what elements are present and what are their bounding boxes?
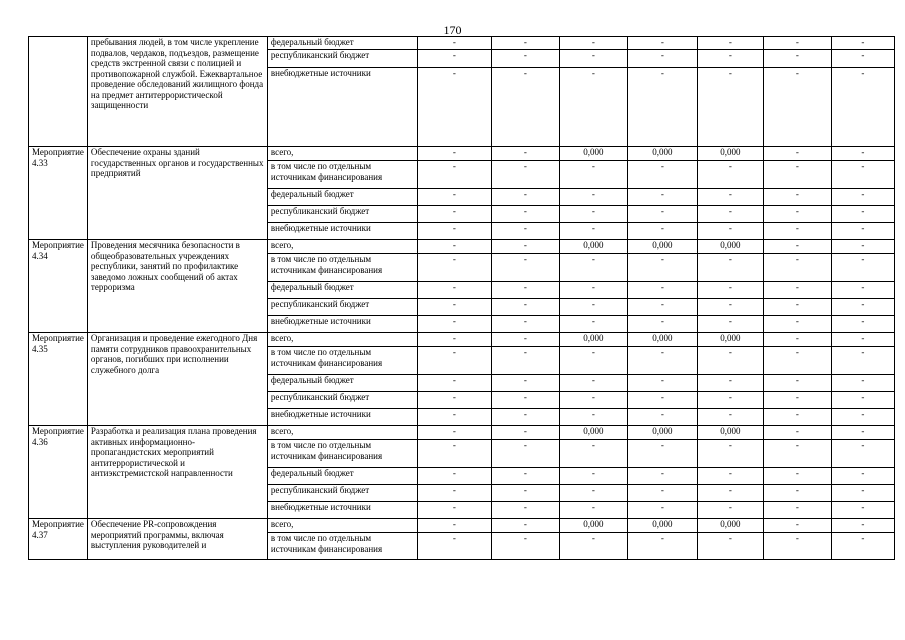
value-cell: - <box>763 347 831 375</box>
value-cell: - <box>491 392 559 409</box>
value-cell: - <box>417 375 491 392</box>
value-cell: - <box>559 37 627 50</box>
value-cell: - <box>831 50 894 68</box>
measure-description: Обеспечение охраны зданий государственных органов и государственных предприятий <box>87 147 267 240</box>
funding-source-label: республиканский бюджет <box>267 392 417 409</box>
value-cell: - <box>627 468 697 485</box>
funding-source-label: федеральный бюджет <box>267 282 417 299</box>
measure-description: Разработка и реализация плана проведения активных информационно-пропагандистских мероприятий антитеррористической и антиэкстремистской направленности <box>87 426 267 519</box>
value-cell: - <box>417 189 491 206</box>
value-cell: - <box>417 299 491 316</box>
value-cell: - <box>559 409 627 426</box>
value-cell: - <box>627 502 697 519</box>
value-cell: - <box>627 485 697 502</box>
value-cell: - <box>831 282 894 299</box>
value-cell: - <box>627 50 697 68</box>
value-cell: - <box>627 254 697 282</box>
value-cell: - <box>491 161 559 189</box>
value-cell: - <box>831 147 894 161</box>
value-cell: - <box>417 502 491 519</box>
value-cell: - <box>559 299 627 316</box>
value-cell: - <box>831 533 894 560</box>
measure-code: Мероприятие 4.37 <box>29 519 88 560</box>
funding-source-label: в том числе по отдельным источникам финансирования <box>267 161 417 189</box>
funding-source-label: внебюджетные источники <box>267 502 417 519</box>
value-cell: - <box>559 223 627 240</box>
funding-source-label: в том числе по отдельным источникам финансирования <box>267 533 417 560</box>
value-cell: - <box>831 240 894 254</box>
funding-source-label: внебюджетные источники <box>267 316 417 333</box>
value-cell: - <box>417 519 491 533</box>
value-cell: - <box>763 254 831 282</box>
value-cell: - <box>417 347 491 375</box>
funding-source-label: в том числе по отдельным источникам финансирования <box>267 347 417 375</box>
value-cell: - <box>697 533 763 560</box>
value-cell: - <box>559 502 627 519</box>
value-cell: - <box>697 254 763 282</box>
table-row <box>29 333 895 347</box>
value-cell: - <box>559 316 627 333</box>
value-cell: - <box>417 37 491 50</box>
measure-description: Проведения месячника безопасности в общеобразовательных учреждениях республики, занятий по профилактике заведомо ложных сообщений об актах терроризма <box>87 240 267 333</box>
value-cell: - <box>627 392 697 409</box>
value-cell: - <box>831 189 894 206</box>
value-cell: - <box>627 409 697 426</box>
value-cell: - <box>831 392 894 409</box>
value-cell: - <box>417 426 491 440</box>
funding-source-label: в том числе по отдельным источникам финансирования <box>267 440 417 468</box>
value-cell: - <box>697 440 763 468</box>
value-cell: - <box>627 347 697 375</box>
value-cell: - <box>417 333 491 347</box>
value-cell: 0,000 <box>697 240 763 254</box>
funding-source-label: республиканский бюджет <box>267 485 417 502</box>
value-cell: 0,000 <box>627 519 697 533</box>
measure-description: Обеспечение PR-сопровождения мероприятий программы, включая выступления руководителей и <box>87 519 267 560</box>
value-cell: - <box>697 392 763 409</box>
funding-source-label: федеральный бюджет <box>267 37 417 50</box>
value-cell: - <box>491 282 559 299</box>
value-cell: - <box>491 206 559 223</box>
value-cell: - <box>559 347 627 375</box>
measure-code: Мероприятие 4.34 <box>29 240 88 333</box>
value-cell: - <box>491 468 559 485</box>
value-cell: - <box>697 68 763 147</box>
value-cell: - <box>831 426 894 440</box>
value-cell: - <box>559 468 627 485</box>
measure-code: Мероприятие 4.35 <box>29 333 88 426</box>
value-cell: - <box>491 485 559 502</box>
funding-source-label: республиканский бюджет <box>267 206 417 223</box>
value-cell: - <box>763 440 831 468</box>
value-cell: - <box>763 375 831 392</box>
funding-source-label: федеральный бюджет <box>267 468 417 485</box>
value-cell: - <box>763 189 831 206</box>
value-cell: - <box>831 223 894 240</box>
value-cell: - <box>491 440 559 468</box>
value-cell: - <box>417 409 491 426</box>
value-cell: - <box>831 375 894 392</box>
measure-description: пребывания людей, в том числе укрепление подвалов, чердаков, подъездов, размещение средств экстренной связи с полицией и противопожарной службой. Ежеквартальное проведение обследований жилищного фонда на предмет антитеррористической защищенности <box>87 37 267 147</box>
funding-source-label: всего, <box>267 426 417 440</box>
value-cell: - <box>627 223 697 240</box>
value-cell: - <box>491 375 559 392</box>
value-cell: - <box>417 223 491 240</box>
value-cell: - <box>697 375 763 392</box>
value-cell: - <box>763 161 831 189</box>
value-cell: - <box>417 161 491 189</box>
value-cell: - <box>491 37 559 50</box>
value-cell: - <box>491 316 559 333</box>
value-cell: - <box>417 206 491 223</box>
funding-source-label: всего, <box>267 147 417 161</box>
value-cell: 0,000 <box>627 147 697 161</box>
value-cell: - <box>763 409 831 426</box>
value-cell: - <box>417 147 491 161</box>
value-cell: - <box>763 502 831 519</box>
value-cell: - <box>559 206 627 223</box>
value-cell: - <box>763 468 831 485</box>
value-cell: - <box>697 485 763 502</box>
value-cell: - <box>627 161 697 189</box>
value-cell: 0,000 <box>559 333 627 347</box>
value-cell: 0,000 <box>627 240 697 254</box>
funding-source-label: внебюджетные источники <box>267 223 417 240</box>
value-cell: - <box>831 333 894 347</box>
value-cell: - <box>831 485 894 502</box>
value-cell: - <box>831 299 894 316</box>
value-cell: - <box>697 502 763 519</box>
value-cell: - <box>491 68 559 147</box>
value-cell: - <box>559 485 627 502</box>
value-cell: - <box>831 316 894 333</box>
value-cell: - <box>559 254 627 282</box>
measure-code: Мероприятие 4.36 <box>29 426 88 519</box>
value-cell: - <box>491 347 559 375</box>
value-cell: - <box>559 68 627 147</box>
value-cell: - <box>417 68 491 147</box>
value-cell: - <box>831 468 894 485</box>
value-cell: - <box>697 282 763 299</box>
value-cell: - <box>559 392 627 409</box>
value-cell: - <box>831 440 894 468</box>
value-cell: - <box>491 223 559 240</box>
value-cell: - <box>763 316 831 333</box>
value-cell: - <box>417 533 491 560</box>
value-cell: - <box>417 316 491 333</box>
value-cell: - <box>697 37 763 50</box>
value-cell: - <box>491 426 559 440</box>
value-cell: - <box>559 282 627 299</box>
value-cell: - <box>697 299 763 316</box>
value-cell: - <box>763 533 831 560</box>
value-cell: - <box>417 50 491 68</box>
value-cell: - <box>559 161 627 189</box>
measure-code: Мероприятие 4.33 <box>29 147 88 240</box>
value-cell: 0,000 <box>559 426 627 440</box>
value-cell: - <box>491 409 559 426</box>
value-cell: - <box>763 333 831 347</box>
measure-code-cell <box>29 37 88 147</box>
value-cell: - <box>763 240 831 254</box>
value-cell: - <box>417 282 491 299</box>
value-cell: - <box>831 161 894 189</box>
funding-source-label: внебюджетные источники <box>267 409 417 426</box>
value-cell: - <box>763 223 831 240</box>
value-cell: - <box>697 347 763 375</box>
funding-source-label: в том числе по отдельным источникам финансирования <box>267 254 417 282</box>
table-body <box>29 37 895 560</box>
value-cell: - <box>491 519 559 533</box>
value-cell: 0,000 <box>627 333 697 347</box>
value-cell: - <box>559 440 627 468</box>
value-cell: - <box>559 189 627 206</box>
value-cell: - <box>831 254 894 282</box>
value-cell: - <box>417 485 491 502</box>
funding-table <box>28 36 895 560</box>
value-cell: - <box>627 206 697 223</box>
value-cell: - <box>763 50 831 68</box>
value-cell: - <box>627 299 697 316</box>
value-cell: - <box>417 392 491 409</box>
value-cell: - <box>491 50 559 68</box>
table-row <box>29 147 895 161</box>
value-cell: - <box>763 68 831 147</box>
value-cell: - <box>491 240 559 254</box>
funding-source-label: федеральный бюджет <box>267 375 417 392</box>
value-cell: - <box>417 240 491 254</box>
value-cell: - <box>697 206 763 223</box>
value-cell: - <box>417 468 491 485</box>
table-row <box>29 519 895 533</box>
value-cell: - <box>697 189 763 206</box>
funding-source-label: федеральный бюджет <box>267 189 417 206</box>
value-cell: - <box>559 533 627 560</box>
value-cell: - <box>831 502 894 519</box>
value-cell: - <box>763 299 831 316</box>
value-cell: 0,000 <box>559 519 627 533</box>
value-cell: - <box>627 68 697 147</box>
value-cell: - <box>417 440 491 468</box>
value-cell: - <box>697 223 763 240</box>
value-cell: 0,000 <box>559 240 627 254</box>
funding-source-label: республиканский бюджет <box>267 299 417 316</box>
value-cell: 0,000 <box>697 519 763 533</box>
funding-source-label: всего, <box>267 240 417 254</box>
value-cell: - <box>831 37 894 50</box>
page-number: 170 <box>443 23 462 37</box>
value-cell: - <box>559 375 627 392</box>
value-cell: 0,000 <box>559 147 627 161</box>
value-cell: - <box>627 375 697 392</box>
value-cell: - <box>491 147 559 161</box>
value-cell: - <box>831 347 894 375</box>
value-cell: - <box>831 409 894 426</box>
funding-source-label: внебюджетные источники <box>267 68 417 147</box>
measure-description: Организация и проведение ежегодного Дня памяти сотрудников правоохранительных органов, погибших при исполнении служебного долга <box>87 333 267 426</box>
value-cell: - <box>491 254 559 282</box>
table-row <box>29 37 895 50</box>
value-cell: - <box>627 533 697 560</box>
value-cell: - <box>763 282 831 299</box>
value-cell: - <box>627 282 697 299</box>
value-cell: - <box>763 147 831 161</box>
value-cell: - <box>491 533 559 560</box>
value-cell: - <box>697 409 763 426</box>
value-cell: - <box>491 502 559 519</box>
table-row <box>29 240 895 254</box>
value-cell: 0,000 <box>697 333 763 347</box>
funding-source-label: республиканский бюджет <box>267 50 417 68</box>
funding-source-label: всего, <box>267 519 417 533</box>
value-cell: - <box>697 50 763 68</box>
value-cell: - <box>627 189 697 206</box>
value-cell: - <box>417 254 491 282</box>
value-cell: - <box>697 316 763 333</box>
value-cell: - <box>763 37 831 50</box>
value-cell: - <box>831 206 894 223</box>
value-cell: 0,000 <box>697 426 763 440</box>
value-cell: - <box>763 392 831 409</box>
value-cell: - <box>697 468 763 485</box>
value-cell: - <box>831 68 894 147</box>
table-row <box>29 426 895 440</box>
value-cell: - <box>763 519 831 533</box>
funding-source-label: всего, <box>267 333 417 347</box>
value-cell: 0,000 <box>627 426 697 440</box>
value-cell: - <box>491 189 559 206</box>
value-cell: - <box>697 161 763 189</box>
value-cell: - <box>831 519 894 533</box>
value-cell: - <box>491 299 559 316</box>
value-cell: - <box>627 37 697 50</box>
value-cell: - <box>763 206 831 223</box>
value-cell: - <box>763 426 831 440</box>
value-cell: - <box>559 50 627 68</box>
value-cell: - <box>627 440 697 468</box>
value-cell: - <box>763 485 831 502</box>
value-cell: - <box>627 316 697 333</box>
value-cell: - <box>491 333 559 347</box>
value-cell: 0,000 <box>697 147 763 161</box>
